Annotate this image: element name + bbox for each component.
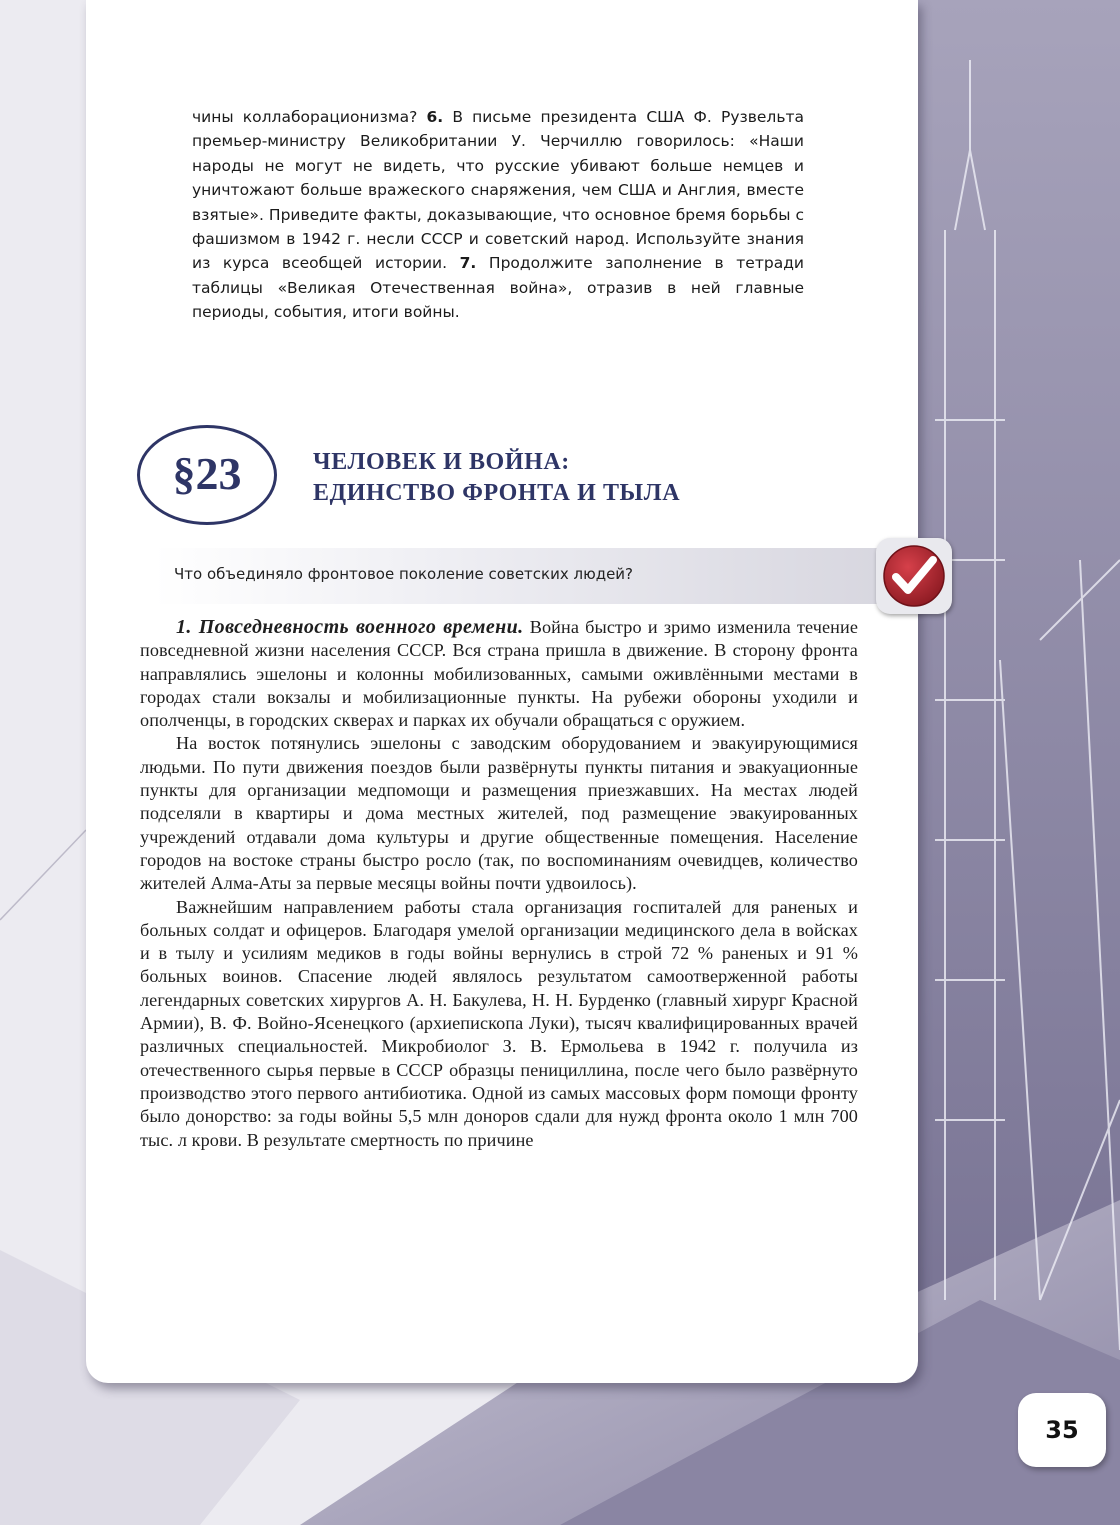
checkmark-icon [881,543,947,609]
question-text-7: Продолжите заполнение в тетради таблицы «Великая Отечественная война», отразив в ней главные периоды, события, итоги войны. [192,254,804,322]
question-text-6: В письме президента США Ф. Рузвельта премьер-министру Великобритании У. Черчиллю говорилось: «Наши народы не могут не видеть, что русские убивают больше немцев и уничтожают больше вражеского снаряжения, чем США и Англия, вместе взятые». Приведите факты, доказывающие, что основное бремя борьбы с фашизмом в 1942 г. несли СССР и советский народ. Используйте знания из курса всеобщей истории. [192,108,804,273]
question-number-6: 6. [426,108,444,126]
question-number-7: 7. [459,254,477,273]
section-number-badge [137,425,277,525]
body-paragraph-1 [140,616,858,732]
question-line-6 [192,105,804,325]
body-paragraph-3: Важнейшим направлением работы стала организация госпиталей для раненых и больных солдат и офицеров. Благодаря умелой организации медицинского дела в войсках и в тылу и усилиям медиков в годы войны вернулись в строй 72 % раненых и 91 % больных воинов. Спасение людей являлось результатом самоотверженной работы легендарных советских хирургов А. Н. Бакулева, Н. Н. Бурденко (главный хирург Красной Армии), В. Ф. Войно-Ясенецкого (архиепископа Луки), тысяч квалифицированных врачей различных специальностей. Микробиолог З. В. Ермольева в 1942 г. получила из отечественного сырья первые в СССР образцы пенициллина, после чего было развёрнуто производство этого первого антибиотика. Одной из самых массовых форм помощи фронту было донорство: за годы войны 5,5 млн доноров сдали для нужд фронта около 1 млн 700 тыс. л крови. В результате смертность по причине [140,896,858,1150]
check-badge [876,538,952,614]
key-question-bar [154,548,894,604]
section-number: §23 [172,447,242,499]
subsection-title: 1. Повседневность военного времени. [176,616,524,638]
paragraph-text-1: Война быстро и зримо изменила течение повседневной жизни населения СССР. Вся страна пришла в движение. В сторону фронта направлялись эшелоны и колонны мобилизованных, самыми оживлёнными местами в городах стали вокзалы и мобилизационные пункты. На рубежи обороны уходили и ополченцы, в городских скверах и парках их обучали обращаться с оружием. [140,617,859,731]
section-title-line-2: ЕДИНСТВО ФРОНТА И ТЫЛА [313,480,681,506]
key-question-text: Что объединяло фронтовое поколение советских людей? [174,565,634,583]
page-number-tab [1018,1393,1106,1467]
body-paragraph-2: На восток потянулись эшелоны с заводским оборудованием и эвакуирующимися людьми. По пути движения поездов были развёрнуты пункты питания и эвакуационные пункты для организации медпомощи и размещения приезжавших. На местах людей подселяли в квартиры и дома местных жителей, под размещение эвакуированных учреждений отдавали дома культуры и другие общественные помещения. Население городов на востоке страны быстро росло (так, по воспоминаниям очевидцев, количество жителей Алма-Аты за первые месяцы войны почти удвоилось). [140,733,858,894]
section-title [313,447,833,509]
page-number: 35 [1045,1416,1079,1444]
section-title-line-1: ЧЕЛОВЕК И ВОЙНА: [313,449,570,475]
body-text [140,616,858,1152]
question-continuation: чины коллаборационизма? [192,108,427,126]
review-questions [192,105,804,325]
